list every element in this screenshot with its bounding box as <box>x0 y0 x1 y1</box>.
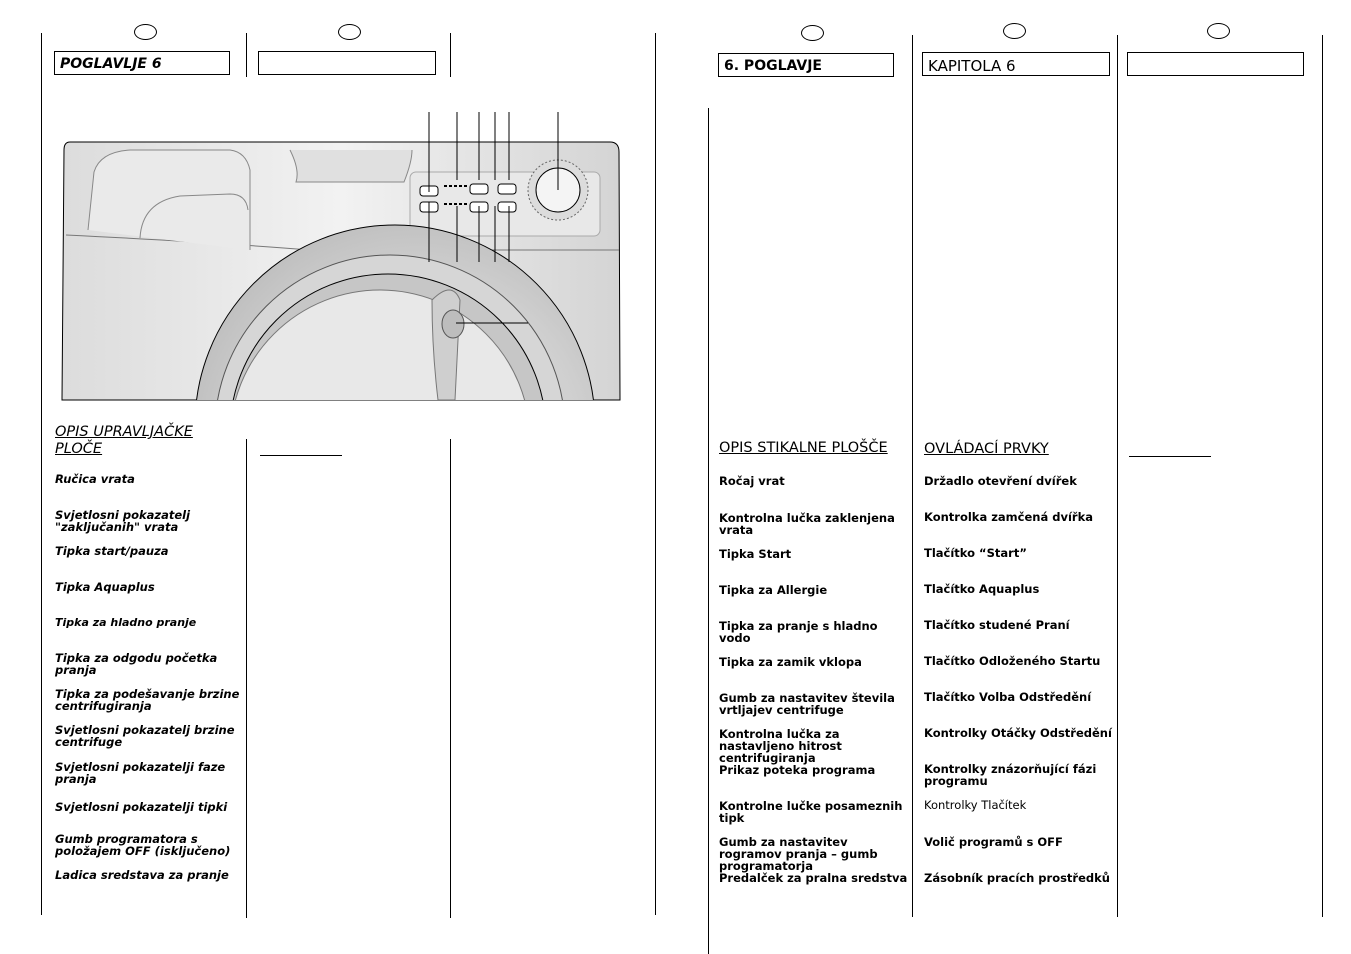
section-title-hr: OPIS UPRAVLJAČKE PLOČE <box>55 424 193 457</box>
list-item: Tipka za podešavanje brzine centrifugiranja <box>55 687 240 713</box>
chapter-heading-blank <box>258 51 436 75</box>
language-flag-oval <box>338 24 361 40</box>
language-flag-oval <box>134 24 157 40</box>
list-item: Kontrolky znázorňující fázi programu <box>924 762 1097 788</box>
section-title-cz: OVLÁDACÍ PRVKY <box>924 441 1049 457</box>
language-flag-oval <box>801 25 824 41</box>
list-item: Kontrolky Otáčky Odstředění <box>924 726 1112 740</box>
section-title-si: OPIS STIKALNE PLOŠČE <box>719 440 888 456</box>
door-handle <box>432 290 460 400</box>
list-item: Gumb programatora s položajem OFF (isključeno) <box>55 832 231 858</box>
list-item: Kontrolna lučka zaklenjena vrata <box>719 511 895 537</box>
list-item: Kontrolky Tlačítek <box>924 798 1027 812</box>
list-item: Svjetlosni pokazatelji tipki <box>55 800 228 814</box>
list-item: Tipka za Allergie <box>719 583 828 597</box>
left-page-divider-2 <box>450 33 451 77</box>
washing-machine-illustration <box>60 110 625 402</box>
list-item: Ručica vrata <box>55 472 135 486</box>
list-item: Prikaz poteka programa <box>719 763 876 777</box>
language-flag-oval <box>1003 23 1026 39</box>
list-item: Tipka start/pauza <box>55 544 169 558</box>
list-item: Tlačítko Volba Odstředění <box>924 690 1092 704</box>
left-page-divider-1 <box>246 33 247 77</box>
list-item: Gumb za nastavitev rogramov pranja – gumb programatorja <box>719 835 878 873</box>
right-page-left-border <box>708 108 709 954</box>
list-item: Ročaj vrat <box>719 474 785 488</box>
blank-title-underline <box>1129 456 1211 457</box>
list-item: Svjetlosni pokazatelj "zaključanih" vrata <box>55 508 191 534</box>
list-item: Tipka Aquaplus <box>55 580 155 594</box>
left-page-border <box>41 33 42 915</box>
chapter-heading-hr: POGLAVLJE 6 <box>54 51 230 75</box>
list-item: Zásobník pracích prostředků <box>924 871 1110 885</box>
list-item: Gumb za nastavitev števila vrtljajev centrifuge <box>719 691 895 717</box>
language-flag-oval <box>1207 23 1230 39</box>
list-item: Tipka za pranje s hladno vodo <box>719 619 878 645</box>
list-item: Tipka za zamik vklopa <box>719 655 862 669</box>
list-item: Ladica sredstava za pranje <box>55 868 229 882</box>
left-page-divider-lower-2 <box>450 439 451 918</box>
blank-title-underline <box>260 455 342 456</box>
right-page-divider-1 <box>912 35 913 917</box>
list-item: Volič programů s OFF <box>924 835 1063 849</box>
list-item: Tlačítko Odloženého Startu <box>924 654 1101 668</box>
chapter-heading-blank <box>1127 52 1304 76</box>
list-item: Tipka Start <box>719 547 792 561</box>
list-item: Svjetlosni pokazatelji faze pranja <box>55 760 226 786</box>
list-item: Tipka za odgodu početka pranja <box>55 651 218 677</box>
right-page-right-border <box>1322 35 1323 917</box>
list-item: Tipka za hladno pranje <box>55 616 197 629</box>
list-item: Kontrolka zamčená dvířka <box>924 510 1093 524</box>
left-page-divider-lower-1 <box>246 439 247 918</box>
list-item: Svjetlosni pokazatelj brzine centrifuge <box>55 723 235 749</box>
list-item: Tlačítko “Start” <box>924 546 1027 560</box>
list-item: Predalček za pralna sredstva <box>719 871 908 885</box>
list-item: Kontrolna lučka za nastavljeno hitrost centrifugiranja <box>719 727 842 765</box>
chapter-heading-cz: KAPITOLA 6 <box>922 52 1110 76</box>
chapter-heading-si: 6. POGLAVJE <box>718 53 894 77</box>
list-item: Držadlo otevření dvířek <box>924 474 1077 488</box>
left-page-right-border <box>655 33 656 915</box>
list-item: Kontrolne lučke posameznih tipk <box>719 799 903 825</box>
list-item: Tlačítko Aquaplus <box>924 582 1040 596</box>
list-item: Tlačítko studené Praní <box>924 618 1070 632</box>
right-page-divider-2 <box>1117 35 1118 917</box>
